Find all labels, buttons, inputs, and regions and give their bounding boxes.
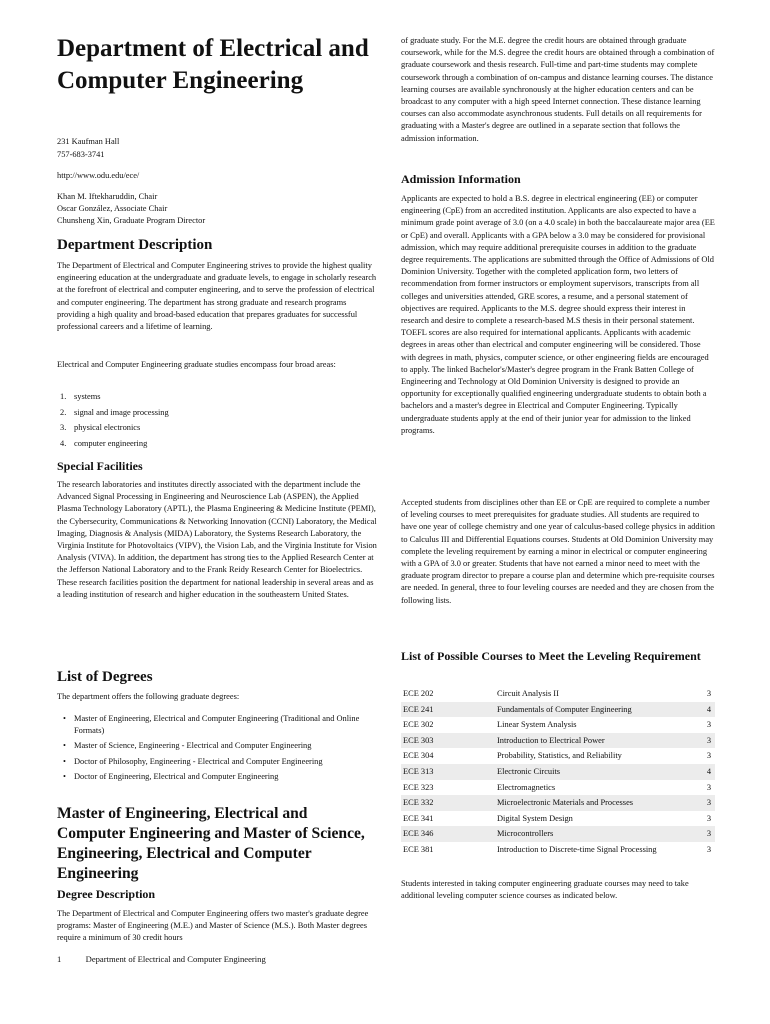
course-code: ECE 381 (403, 844, 434, 854)
course-credits: 3 (706, 782, 711, 792)
associate-chair: Oscar González, Associate Chair (57, 204, 168, 213)
table-row (401, 811, 715, 827)
course-credits: 3 (671, 795, 715, 811)
website-link[interactable]: http://www.odu.edu/ece/ (57, 171, 140, 180)
course-credits: 3 (706, 689, 711, 698)
course-name: Linear System Analysis (497, 720, 577, 730)
degree-description-heading: Degree Description (57, 887, 156, 901)
course-name: Introduction to Discrete-time Signal Processing (497, 844, 657, 854)
list-item: 1. systems (60, 392, 101, 401)
list-item: 2. signal and image processing (60, 407, 169, 417)
course-name: Digital System Design (497, 813, 573, 823)
course-name: Probability, Statistics, and Reliability (497, 751, 622, 761)
course-code: ECE 303 (401, 733, 497, 749)
course-name: Introduction to Electrical Power (497, 733, 671, 749)
page-title: Department of Electrical and Computer Engineering (57, 35, 369, 94)
table-row (401, 748, 715, 764)
address: 231 Kaufman Hall (57, 137, 120, 146)
special-facilities-heading: Special Facilities (57, 459, 143, 473)
course-code: ECE 323 (403, 782, 434, 792)
degree-description-text: The Department of Electrical and Computer Engineering offers two master's graduate degree programs: Master of Engineering (M.E.) and Master of Science (M.S.). Both Master degrees require a minimum of 30 credit hours (57, 909, 369, 943)
leveling-note: Students interested in taking computer engineering graduate courses may need to take additional leveling computer science courses as indicated below. (401, 879, 689, 901)
list-item: • Master of Science, Engineering - Electrical and Computer Engineering (63, 741, 312, 751)
leveling-heading: List of Possible Courses to Meet the Leveling Requirement (401, 649, 701, 663)
dept-description-text: The Department of Electrical and Computer Engineering strives to provide the highest quality engineering education at the undergraduate and graduate levels, to engage in scholarly research at the forefront of electrical and computer engineering, and to serve the profession of electrical and computer engineering. The department has strong graduate and research programs providing a high quality and broad-based education that prepares graduates for successful professional careers and a lifetime of learning. (57, 261, 377, 332)
course-credits: 3 (706, 751, 711, 761)
graduate-director: Chunsheng Xin, Graduate Program Director (57, 216, 206, 225)
table-row (401, 842, 715, 858)
course-code: ECE 332 (401, 795, 497, 811)
page-number: 1 (57, 954, 62, 964)
chair: Khan M. Iftekharuddin, Chair (57, 192, 158, 201)
admission-heading: Admission Information (401, 172, 521, 186)
course-code: ECE 341 (403, 813, 434, 823)
list-item: • Master of Engineering, Electrical and Computer Engineering (Traditional and Online Formats) (63, 714, 360, 736)
phone: 757-683-3741 (57, 150, 105, 159)
course-name: Circuit Analysis II (497, 689, 559, 698)
course-credits: 3 (671, 733, 715, 749)
course-credits: 3 (706, 813, 711, 823)
table-row (401, 780, 715, 796)
leveling-text: Accepted students from disciplines other than EE or CpE are required to complete a number of leveling courses to meet prerequisites for graduate studies. All students are required to have one year of college chemistry and one year of calculus-based college physics in addition to Calculus III and Differential Equations courses. Students at Old Dominion University may complete the leveling requirement by earning a minor in electrical or computer engineering with a GPA of 3.0 or greater. Students that have not earned a minor need to meet with the graduate program director to prepare a course plan and determine which pre-requisite courses are needed. In general, three to four leveling courses are needed and they are chosen from the following lists. (401, 498, 715, 605)
course-name: Microelectronic Materials and Processes (497, 795, 671, 811)
list-item: 4. computer engineering (60, 438, 148, 448)
footer-title: Department of Electrical and Computer Engineering (85, 954, 266, 964)
admission-text: Applicants are expected to hold a B.S. degree in electrical engineering (EE) or computer engineering (CpE) from an accredited institution. Applicants are also expected to have a minimum grade point average of 3.0 (on a 4.0 scale) in both the baccalaureate major area (EE or CpE) and overall. Applicants with a GPA below a 3.0 may be considered for provisional admission, which may require additional prerequisite courses in addition to the graduate degree requirements. The applications are submitted through the Office of Admissions of Old Dominion University. Together with the completed application form, two letters of recommendation from former instructors or employment supervisors, transcripts from all colleges and universities attended, GRE scores, a resume, and a personal statement of objectives are required. Applicants to the M.S. degree should express their interest in research and desire to complete a research-based M.S thesis in their personal statement. TOEFL scores are also required for international applicants. Applicants with academic degrees in areas other than electrical and computer engineering will be considered. Those with degrees in math, physics, computer science, or other engineering fields are encouraged to apply. The linked Bachelor's/Master's degree program in the Frank Batten College of Engineering and Technology at Old Dominion University is designed to provide an opportunity for exceptionally qualified engineering undergraduate students to obtain both a bachelors and a master's degree in Electrical and Computer Engineering. Typically undergraduate students apply at the end of their junior year for admission to the linked programs. (401, 194, 715, 435)
dept-description-heading: Department Description (57, 237, 213, 253)
table-row (401, 686, 715, 702)
course-credits: 4 (671, 764, 715, 780)
course-name: Microcontrollers (497, 826, 671, 842)
table-row (401, 717, 715, 733)
degrees-heading: List of Degrees (57, 669, 153, 685)
master-heading: Master of Engineering, Electrical and Computer Engineering and Master of Science, Engineering, Electrical and Computer Engineering (57, 805, 365, 882)
table-row (401, 764, 715, 780)
course-credits: 4 (671, 702, 715, 718)
course-code: ECE 313 (401, 764, 497, 780)
degrees-list (57, 713, 379, 786)
course-credits: 3 (671, 826, 715, 842)
course-name: Electromagnetics (497, 782, 556, 792)
course-code: ECE 346 (401, 826, 497, 842)
table-row (401, 795, 715, 811)
list-item: • Doctor of Engineering, Electrical and Computer Engineering (63, 771, 279, 781)
list-item: 3. physical electronics (60, 423, 141, 432)
list-item: • Doctor of Philosophy, Engineering - Electrical and Computer Engineering (63, 756, 323, 766)
course-code: ECE 302 (403, 720, 434, 730)
areas-list (57, 391, 379, 450)
table-row (401, 702, 715, 718)
table-row (401, 826, 715, 842)
course-code: ECE 202 (403, 689, 434, 698)
leveling-courses-table (401, 686, 715, 858)
course-credits: 3 (706, 844, 711, 854)
course-name: Electronic Circuits (497, 764, 671, 780)
degree-description-continued: of graduate study. For the M.E. degree the credit hours are obtained through graduate coursework, while for the M.S. degree the credit hours are obtained through a combination of graduate coursework and thesis research. Full-time and part-time students may complete coursework through a combination of on-campus and distance learning courses. The distance learning courses are available synchronously at the higher education centers and can be broadcast to any computer with a high speed Internet connection. These distance learning courses can also accommodate asynchronous students. Full details on all requirements for graduating with a Master's degree are outlined in a separate section that follows the admission information. (401, 36, 715, 143)
course-code: ECE 304 (403, 751, 434, 761)
areas-intro: Electrical and Computer Engineering graduate studies encompass four broad areas: (57, 360, 336, 369)
degrees-intro: The department offers the following graduate degrees: (57, 692, 240, 701)
course-code: ECE 241 (401, 702, 497, 718)
table-row (401, 733, 715, 749)
course-name: Fundamentals of Computer Engineering (497, 702, 671, 718)
page-footer (57, 954, 266, 964)
special-facilities-text: The research laboratories and institutes directly associated with the department include the Advanced Signal Processing in Engineering and Neuroscience Lab (ASPEN), the Applied Plasma Technology Laboratory (APTL), the Plasma Engineering & Medicine Institute (PEMI), the Cybersecurity, Communications & Networking Innovation (CCNI) Laboratory, the Medical Imaging, Diagnosis & Analysis (MIDA) Laboratory, the Systems Research Laboratory, the Virginia Institute for Photovoltaics (VIPV), the Vision Lab, and the Virginia Institute for Vision Analysis (VIVA). In addition, the department has strong ties to the Applied Research Center at the Jefferson National Laboratory and to the Frank Reidy Research Center for Bioelectrics. These research facilities position the department for national leadership in several areas and as a leading institution of research and higher education in the southeastern United States. (57, 480, 377, 599)
course-credits: 3 (706, 720, 711, 730)
